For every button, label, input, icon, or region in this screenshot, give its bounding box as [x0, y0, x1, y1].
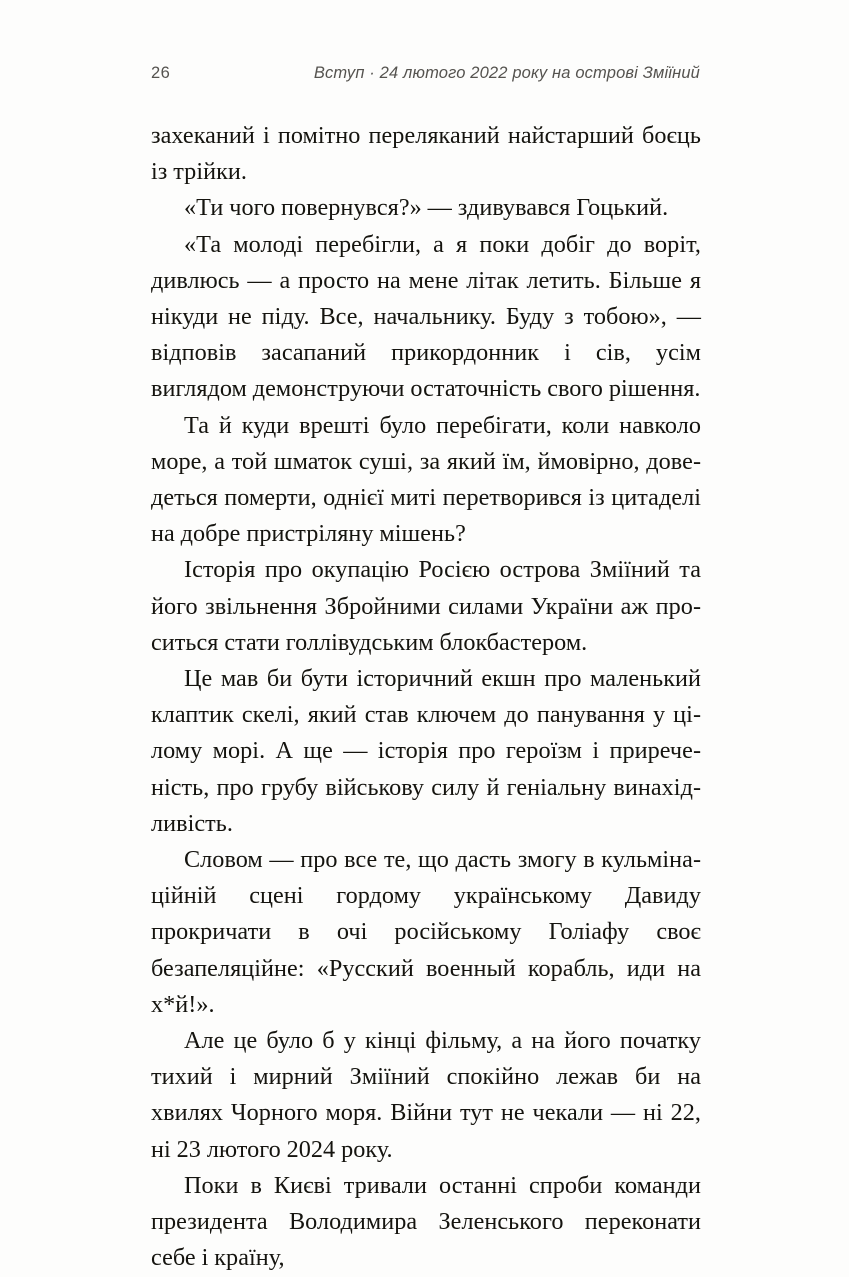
- paragraph: Словом — про все те, що дасть змогу в кульмінаційній сцені гордому українському Давиду прокричати в очі російському Голіафу своє безапеляційне: «Русский военный корабль, иди на х*й!».: [151, 846, 701, 1018]
- paragraph: «Та молоді перебігли, а я поки добіг до воріт, дивлюсь — а просто на мене літак летить. Більше я нікуди не піду. Все, начальнику. Буду з тобою», — відповів засапаний прикордонник і сів, усім виглядом демонструючи остаточність свого рішення.: [151, 230, 701, 403]
- paragraph: Це мав би бути історичний екшн про маленький клаптик скелі, який став ключем до панування у цілому морі. А ще — історія про героїзм і приречeність, про грубу військову силу й геніальну винахідливість.: [151, 665, 701, 837]
- paragraph: «Ти чого повернувся?» — здивувався Гоцький.: [184, 194, 669, 222]
- paragraph: захеканий і помітно переляканий найстарший боєць із трійки.: [151, 122, 701, 186]
- body-text-block: [151, 118, 701, 1277]
- running-title: Вступ · 24 лютого 2022 року на острові Зміїний: [313, 64, 700, 82]
- running-head: [151, 64, 700, 90]
- page-number: 26: [151, 64, 171, 82]
- paragraph: Історія про окупацію Росією острова Зміїний та його звільнення Збройними силами України аж проситься стати голлівудським блокбастером.: [151, 556, 701, 656]
- paragraph: Та й куди врешті було перебігати, коли навколо море, а той шматок суші, за який їм, ймовірно, доведеться померти, однієї миті перетворився із цитаделі на добре пристріляну мішень?: [151, 411, 701, 548]
- paragraph: Але це було б у кінці фільму, а на його початку тихий і мирний Зміїний спокійно лежав би на хвилях Чорного моря. Війни тут не чекали — ні 22, ні 23 лютого 2024 року.: [151, 1027, 701, 1163]
- paragraph: Поки в Києві тривали останні спроби команди президента Володимира Зеленського переконати себе і країну,: [151, 1171, 701, 1272]
